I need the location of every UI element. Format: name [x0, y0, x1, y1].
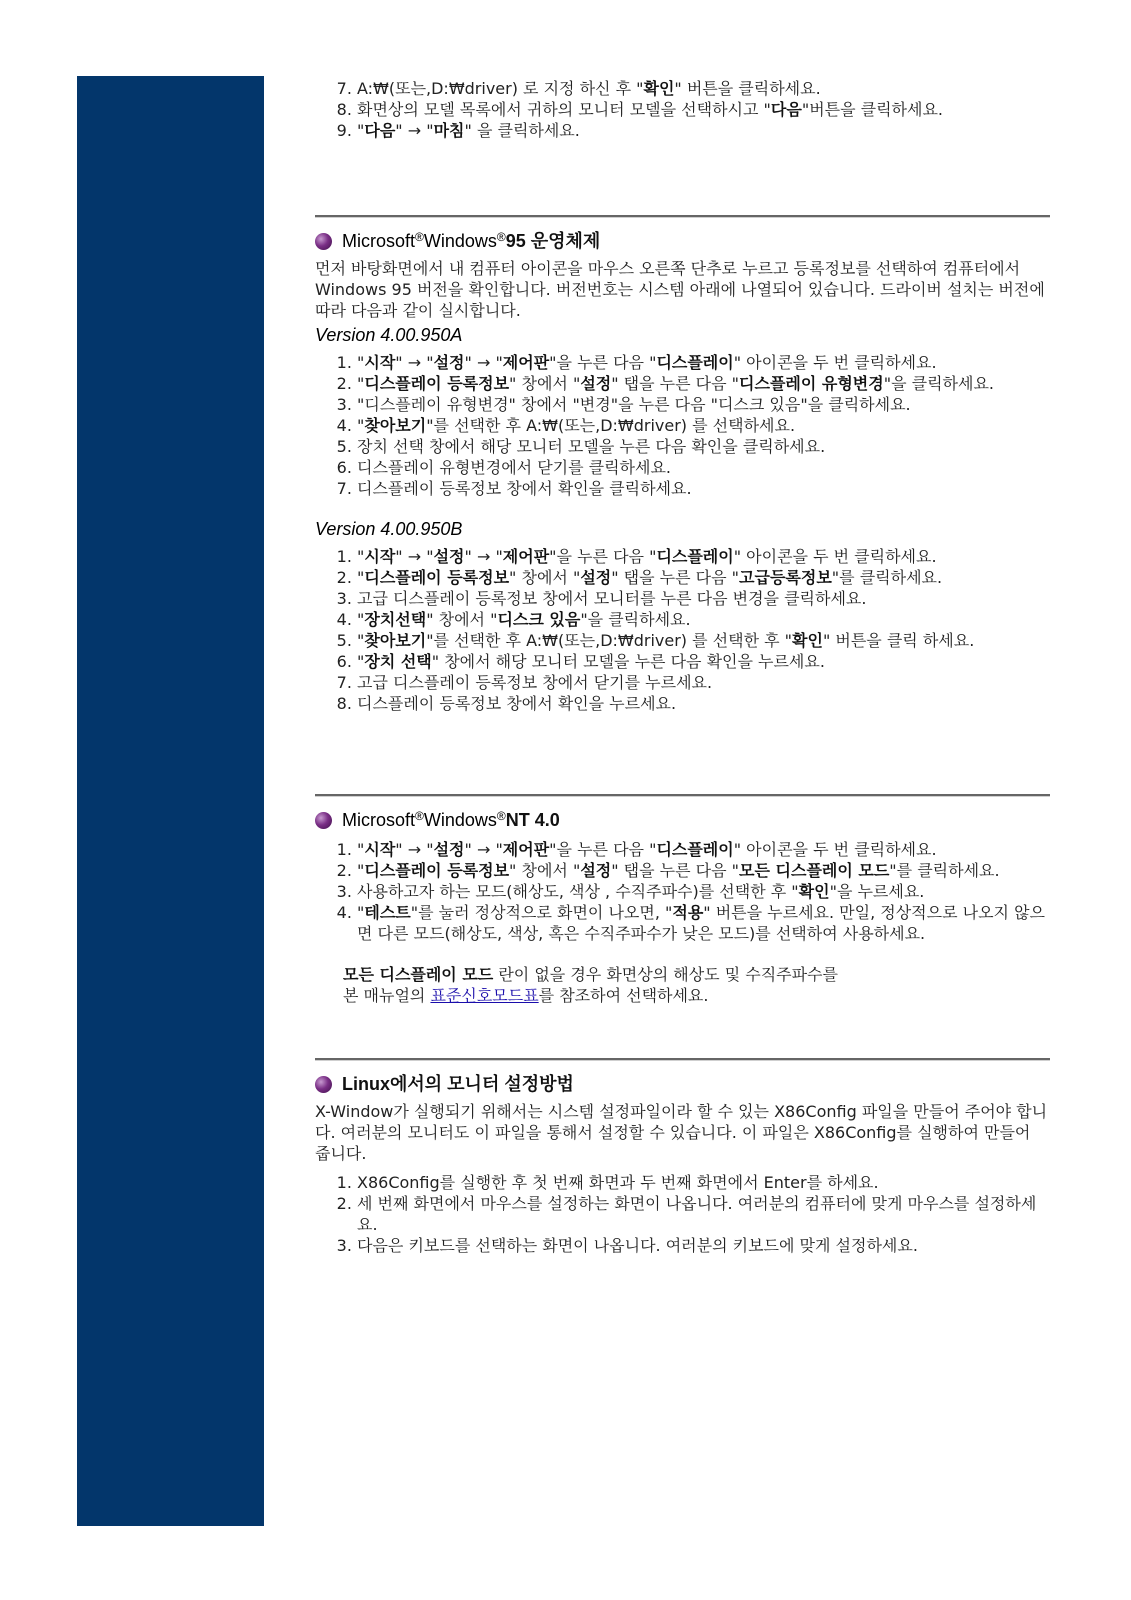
section-title-nt: Microsoft ® Windows ® NT 4.0	[315, 807, 1050, 833]
section-title-win95: Microsoft ® Windows ® 95 운영체제	[315, 228, 1050, 254]
list-item: 5. 장치 선택 창에서 해당 모니터 모델을 누른 다음 확인을 클릭하세요.	[357, 436, 1050, 457]
list-item: 3. 사용하고자 하는 모드(해상도, 색상 , 수직주파수)를 선택한 후 "확인"을 누르세요.	[357, 881, 1050, 902]
sidebar-band	[77, 76, 264, 1526]
section-divider	[315, 794, 1050, 797]
nt-note: 모든 디스플레이 모드 란이 없을 경우 화면상의 해상도 및 수직주파수를	[343, 965, 838, 984]
list-item: 8. 화면상의 모델 목록에서 귀하의 모니터 모델을 선택하시고 "다음"버튼을 클릭하세요.	[357, 99, 1050, 120]
section-divider	[315, 215, 1050, 218]
win95-intro: 먼저 바탕화면에서 내 컴퓨터 아이콘을 마우스 오른쪽 단추로 누르고 등록정보를 선택하여 컴퓨터에서 Windows 95 버전을 확인합니다. 버전번호는 시스템 아래에 나열되어 있습니다. 드라이버 설치는 버전에 따라 다음과 같이 실시합니다.	[315, 259, 1045, 320]
version-heading-b: Version 4.00.950B	[315, 519, 463, 539]
list-item: 1. "시작" → "설정" → "제어판"을 누른 다음 "디스플레이" 아이콘을 두 번 클릭하세요.	[357, 839, 1050, 860]
bullet-icon	[315, 812, 332, 829]
nt-note-2: 본 매뉴얼의 표준신호모드표를 참조하여 선택하세요.	[343, 986, 709, 1005]
steps-linux	[315, 1172, 1050, 1256]
steps-nt	[315, 839, 1050, 944]
linux-intro: X-Window가 실행되기 위해서는 시스템 설정파일이라 할 수 있는 X86Config 파일을 만들어 주어야 합니다. 여러분의 모니터도 이 파일을 통해서 설정할 수 있습니다. 이 파일은 X86Config를 실행하여 만들어 줍니다.	[315, 1102, 1048, 1163]
list-item: 7. A:₩(또는,D:₩driver) 로 지정 하신 후 "확인" 버튼을 클릭하세요.	[357, 78, 1050, 99]
list-item: 2. 세 번째 화면에서 마우스를 설정하는 화면이 나옵니다. 여러분의 컴퓨터에 맞게 마우스를 설정하세요.	[357, 1193, 1050, 1235]
section-divider	[315, 1058, 1050, 1061]
bullet-icon	[315, 233, 332, 250]
list-item: 7. 고급 디스플레이 등록정보 창에서 닫기를 누르세요.	[357, 672, 1050, 693]
list-item: 3. "디스플레이 유형변경" 창에서 "변경"을 누른 다음 "디스크 있음"을 클릭하세요.	[357, 394, 1050, 415]
list-item: 1. "시작" → "설정" → "제어판"을 누른 다음 "디스플레이" 아이콘을 두 번 클릭하세요.	[357, 352, 1050, 373]
list-item: 8. 디스플레이 등록정보 창에서 확인을 누르세요.	[357, 693, 1050, 714]
list-item: 2. "디스플레이 등록정보" 창에서 "설정" 탭을 누른 다음 "고급등록정보"를 클릭하세요.	[357, 567, 1050, 588]
continued-steps	[315, 78, 1050, 141]
signal-mode-table-link[interactable]: 표준신호모드표	[430, 986, 539, 1005]
steps-950a	[315, 352, 1050, 499]
list-item: 6. 디스플레이 유형변경에서 닫기를 클릭하세요.	[357, 457, 1050, 478]
list-item: 2. "디스플레이 등록정보" 창에서 "설정" 탭을 누른 다음 "디스플레이 유형변경"을 클릭하세요.	[357, 373, 1050, 394]
bullet-icon	[315, 1076, 332, 1093]
page-content	[315, 78, 1050, 1256]
list-item: 4. "찾아보기"를 선택한 후 A:₩(또는,D:₩driver) 를 선택하세요.	[357, 415, 1050, 436]
section-title-linux: Linux에서의 모니터 설정방법	[315, 1071, 1050, 1097]
list-item: 9. "다음" → "마침" 을 클릭하세요.	[357, 120, 1050, 141]
list-item: 6. "장치 선택" 창에서 해당 모니터 모델을 누른 다음 확인을 누르세요.	[357, 651, 1050, 672]
list-item: 5. "찾아보기"를 선택한 후 A:₩(또는,D:₩driver) 를 선택한 후 "확인" 버튼을 클릭 하세요.	[357, 630, 1050, 651]
list-item: 3. 고급 디스플레이 등록정보 창에서 모니터를 누른 다음 변경을 클릭하세요.	[357, 588, 1050, 609]
list-item: 3. 다음은 키보드를 선택하는 화면이 나옵니다. 여러분의 키보드에 맞게 설정하세요.	[357, 1235, 1050, 1256]
list-item: 1. "시작" → "설정" → "제어판"을 누른 다음 "디스플레이" 아이콘을 두 번 클릭하세요.	[357, 546, 1050, 567]
list-item: 4. "장치선택" 창에서 "디스크 있음"을 클릭하세요.	[357, 609, 1050, 630]
list-item: 2. "디스플레이 등록정보" 창에서 "설정" 탭을 누른 다음 "모든 디스플레이 모드"를 클릭하세요.	[357, 860, 1050, 881]
steps-950b	[315, 546, 1050, 714]
list-item: 7. 디스플레이 등록정보 창에서 확인을 클릭하세요.	[357, 478, 1050, 499]
list-item: 4. "테스트"를 눌러 정상적으로 화면이 나오면, "적용" 버튼을 누르세요. 만일, 정상적으로 나오지 않으면 다른 모드(해상도, 색상, 혹은 수직주파수가 낮은 모드)를 선택하여 사용하세요.	[357, 902, 1050, 944]
list-item: 1. X86Config를 실행한 후 첫 번째 화면과 두 번째 화면에서 Enter를 하세요.	[357, 1172, 1050, 1193]
version-heading-a: Version 4.00.950A	[315, 325, 463, 345]
